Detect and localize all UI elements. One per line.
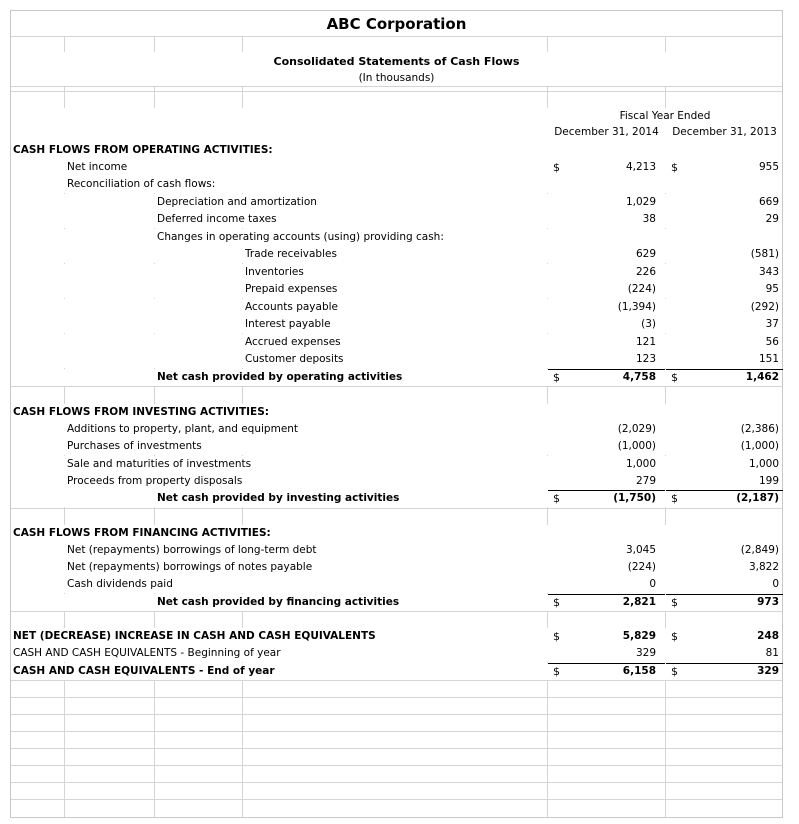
value-2014: 0	[649, 578, 656, 590]
table-row	[11, 211, 782, 228]
row-label: Net cash provided by financing activities	[157, 596, 400, 608]
row-label: Inventories	[245, 266, 304, 278]
grid-row-line	[11, 386, 782, 387]
currency-symbol: $	[671, 371, 678, 384]
table-row	[11, 351, 782, 368]
grid-row-line	[11, 680, 782, 681]
table-row	[11, 645, 782, 662]
value-2013: 248	[757, 630, 779, 642]
value-2014: (3)	[641, 318, 656, 330]
value-2014: 38	[642, 213, 656, 225]
value-2014: 3,045	[625, 544, 656, 556]
currency-symbol: $	[671, 665, 678, 678]
row-label: Proceeds from property disposals	[67, 475, 243, 487]
row-label: Additions to property, plant, and equipment	[67, 423, 299, 435]
currency-symbol: $	[671, 630, 678, 643]
grid-row-line	[11, 714, 782, 715]
table-row	[11, 438, 782, 455]
net-change-row	[11, 628, 782, 645]
table-row	[11, 299, 782, 316]
value-2013: (2,849)	[740, 544, 779, 556]
row-label: Interest payable	[245, 318, 331, 330]
value-2013: (2,386)	[740, 423, 779, 435]
value-2014: 329	[635, 647, 656, 659]
table-row	[11, 316, 782, 333]
row-label: Sale and maturities of investments	[67, 458, 252, 470]
column-2013-label: December 31, 2013	[672, 126, 777, 138]
operating-heading-row	[11, 142, 782, 159]
value-2014: 2,821	[622, 596, 656, 608]
grid-row-line	[11, 36, 782, 37]
underline	[548, 369, 665, 370]
subtotal-row	[11, 369, 782, 386]
investing-heading: CASH FLOWS FROM INVESTING ACTIVITIES:	[13, 406, 269, 418]
value-2013: 0	[772, 578, 779, 590]
table-row	[11, 194, 782, 211]
row-label: Accrued expenses	[245, 336, 341, 348]
company-name: ABC Corporation	[326, 15, 467, 33]
underline	[666, 663, 783, 664]
table-row	[11, 281, 782, 298]
value-2013: 29	[765, 213, 779, 225]
row-label: Net (repayments) borrowings of long-term debt	[67, 544, 317, 556]
value-2013: (292)	[750, 301, 779, 313]
value-2013: (581)	[750, 248, 779, 260]
value-2014: (1,394)	[617, 301, 656, 313]
value-2013: 37	[765, 318, 779, 330]
value-2014: 629	[635, 248, 656, 260]
table-row	[11, 159, 782, 176]
currency-symbol: $	[553, 665, 560, 678]
grid-row-line	[11, 782, 782, 783]
table-row	[11, 264, 782, 281]
grid-row-line	[11, 731, 782, 732]
value-2013: 151	[758, 353, 779, 365]
table-row	[11, 421, 782, 438]
statement-title: Consolidated Statements of Cash Flows	[273, 55, 520, 68]
value-2014: 1,000	[625, 458, 656, 470]
table-row	[11, 334, 782, 351]
row-label: Net (repayments) borrowings of notes payable	[67, 561, 313, 573]
value-2014: (224)	[627, 283, 656, 295]
underline	[548, 490, 665, 491]
statement-title-row	[11, 52, 782, 86]
value-2013: 3,822	[748, 561, 779, 573]
currency-symbol: $	[553, 492, 560, 505]
value-2013: 329	[757, 665, 779, 677]
currency-symbol: $	[671, 492, 678, 505]
currency-symbol: $	[553, 596, 560, 609]
subtotal-row	[11, 490, 782, 507]
row-label: Accounts payable	[245, 301, 338, 313]
row-label: Purchases of investments	[67, 440, 202, 452]
row-label: Changes in operating accounts (using) providing cash:	[157, 231, 444, 243]
row-label: Reconciliation of cash flows:	[67, 178, 216, 190]
underline	[548, 663, 665, 664]
investing-heading-row	[11, 404, 782, 421]
row-label: CASH AND CASH EQUIVALENTS - End of year	[13, 665, 275, 677]
underline	[666, 594, 783, 595]
grid-row-line	[11, 508, 782, 509]
value-2014: (1,000)	[617, 440, 656, 452]
value-2013: 56	[765, 336, 779, 348]
total-row	[11, 663, 782, 680]
subtotal-row	[11, 594, 782, 611]
financing-heading: CASH FLOWS FROM FINANCING ACTIVITIES:	[13, 527, 271, 539]
financing-heading-row	[11, 525, 782, 542]
value-2013: 973	[757, 596, 779, 608]
grid-row-line	[11, 765, 782, 766]
grid-row-line	[11, 86, 782, 87]
value-2013: 669	[758, 196, 779, 208]
grid-row-line	[11, 799, 782, 800]
grid-row-line	[11, 697, 782, 698]
table-row	[11, 542, 782, 559]
table-row	[11, 176, 782, 193]
value-2013: 1,000	[748, 458, 779, 470]
row-label: Net income	[67, 161, 128, 173]
row-label: NET (DECREASE) INCREASE IN CASH AND CASH EQUIVALENTS	[13, 630, 376, 642]
value-2013: 343	[758, 266, 779, 278]
value-2013: 95	[765, 283, 779, 295]
value-2014: 5,829	[622, 630, 656, 642]
spreadsheet-grid	[10, 10, 783, 818]
row-label: CASH AND CASH EQUIVALENTS - Beginning of year	[13, 647, 281, 659]
currency-symbol: $	[671, 596, 678, 609]
row-label: Deferred income taxes	[157, 213, 277, 225]
grid-row-line	[11, 91, 782, 92]
table-row	[11, 576, 782, 593]
fiscal-year-label: Fiscal Year Ended	[619, 110, 711, 122]
row-label: Prepaid expenses	[245, 283, 338, 295]
value-2014: 4,213	[625, 161, 656, 173]
value-2014: (224)	[627, 561, 656, 573]
value-2013: (2,187)	[736, 492, 779, 504]
value-2014: 279	[635, 475, 656, 487]
underline	[666, 369, 783, 370]
table-row	[11, 229, 782, 246]
grid-row-line	[11, 611, 782, 612]
underline	[666, 490, 783, 491]
value-2013: 1,462	[745, 371, 779, 383]
currency-symbol: $	[671, 161, 678, 174]
value-2013: 199	[758, 475, 779, 487]
value-2014: (2,029)	[617, 423, 656, 435]
column-2014-label: December 31, 2014	[554, 126, 659, 138]
value-2014: 6,158	[622, 665, 656, 677]
grid-row-line	[11, 748, 782, 749]
currency-symbol: $	[553, 161, 560, 174]
table-row	[11, 473, 782, 490]
row-label: Net cash provided by operating activities	[157, 371, 403, 383]
table-row	[11, 559, 782, 576]
table-row	[11, 246, 782, 263]
value-2014: 226	[635, 266, 656, 278]
value-2014: 4,758	[622, 371, 656, 383]
row-label: Customer deposits	[245, 353, 344, 365]
row-label: Depreciation and amortization	[157, 196, 317, 208]
value-2014: 121	[635, 336, 656, 348]
value-2013: 955	[758, 161, 779, 173]
statement-units: (In thousands)	[358, 72, 435, 84]
value-2014: 1,029	[625, 196, 656, 208]
operating-heading: CASH FLOWS FROM OPERATING ACTIVITIES:	[13, 144, 273, 156]
row-label: Cash dividends paid	[67, 578, 173, 590]
table-row	[11, 456, 782, 473]
value-2014: 123	[635, 353, 656, 365]
underline	[548, 594, 665, 595]
currency-symbol: $	[553, 371, 560, 384]
value-2014: (1,750)	[613, 492, 656, 504]
value-2013: (1,000)	[740, 440, 779, 452]
row-label: Trade receivables	[245, 248, 337, 260]
row-label: Net cash provided by investing activities	[157, 492, 400, 504]
company-title-row	[11, 11, 782, 36]
currency-symbol: $	[553, 630, 560, 643]
value-2013: 81	[765, 647, 779, 659]
column-header	[11, 108, 782, 142]
